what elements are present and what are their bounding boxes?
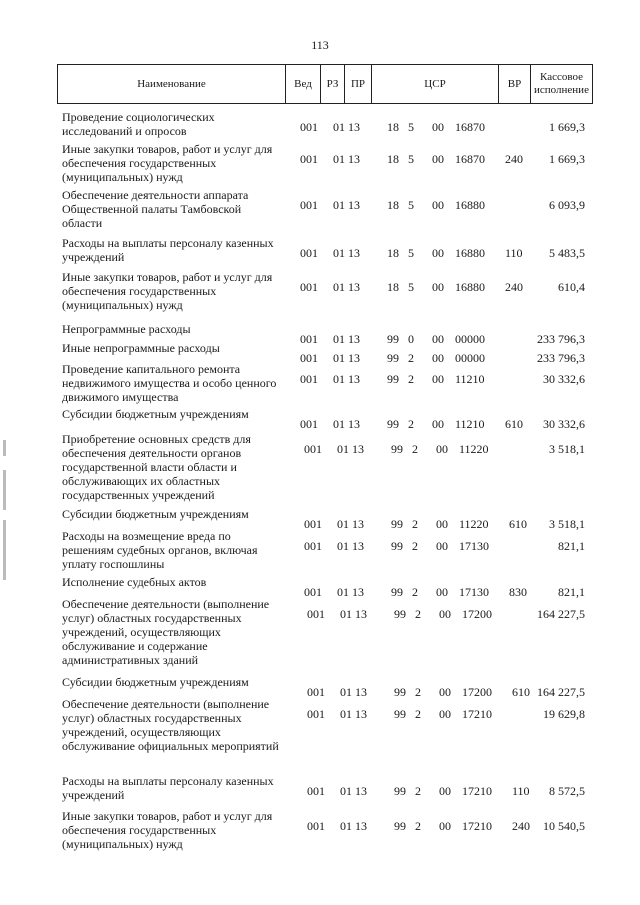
row-rzpr: 01 13 (337, 539, 364, 553)
row-vr: 110 (512, 784, 530, 798)
row-csr-main: 00 (436, 442, 448, 456)
row-csr-main: 00 (432, 417, 444, 431)
row-csr-direction: 17130 (459, 585, 489, 599)
row-rzpr: 01 13 (333, 198, 360, 212)
row-amount: 1 669,3 (549, 152, 585, 166)
row-csr-program: 99 (387, 332, 399, 346)
row-amount: 164 227,5 (537, 685, 585, 699)
row-name: Проведение капитального ремонта недвижимого имущества и особо ценного движимого имущества (62, 362, 277, 404)
row-rzpr: 01 13 (333, 351, 360, 365)
scan-edge-mark (3, 470, 6, 510)
row-name: Проведение социологических исследований и опросов (62, 110, 215, 138)
row-csr-program: 18 (387, 152, 399, 166)
row-rzpr: 01 13 (337, 585, 364, 599)
row-csr-program: 99 (394, 685, 406, 699)
row-rzpr: 01 13 (337, 517, 364, 531)
row-csr-subprogram: 2 (415, 707, 421, 721)
row-csr-direction: 16880 (455, 198, 485, 212)
row-rzpr: 01 13 (337, 442, 364, 456)
row-ved: 001 (307, 685, 325, 699)
row-name: Субсидии бюджетным учреждениям (62, 507, 249, 521)
row-ved: 001 (304, 539, 322, 553)
row-csr-subprogram: 2 (412, 517, 418, 531)
row-vr: 610 (505, 417, 523, 431)
row-name: Исполнение судебных актов (62, 575, 207, 589)
row-csr-main: 00 (432, 280, 444, 294)
row-rzpr: 01 13 (340, 784, 367, 798)
row-name: Иные закупки товаров, работ и услуг для обеспечения государственных (муниципальных) нужд (62, 270, 273, 312)
row-rzpr: 01 13 (333, 372, 360, 386)
row-csr-direction: 17130 (459, 539, 489, 553)
row-amount: 8 572,5 (549, 784, 585, 798)
header-ved: Вед (286, 65, 321, 103)
row-csr-main: 00 (439, 819, 451, 833)
row-csr-main: 00 (432, 332, 444, 346)
row-csr-subprogram: 2 (412, 539, 418, 553)
row-name: Иные закупки товаров, работ и услуг для обеспечения государственных (муниципальных) нужд (62, 142, 273, 184)
row-csr-direction: 11220 (459, 442, 489, 456)
row-vr: 830 (509, 585, 527, 599)
scan-edge-mark (3, 440, 6, 456)
row-ved: 001 (300, 280, 318, 294)
row-amount: 30 332,6 (543, 372, 585, 386)
row-ved: 001 (300, 120, 318, 134)
row-csr-subprogram: 2 (415, 784, 421, 798)
row-csr-main: 00 (432, 152, 444, 166)
row-csr-subprogram: 2 (412, 442, 418, 456)
row-rzpr: 01 13 (333, 152, 360, 166)
row-ved: 001 (307, 819, 325, 833)
row-amount: 821,1 (558, 539, 585, 553)
row-csr-program: 99 (391, 539, 403, 553)
row-csr-program: 99 (391, 585, 403, 599)
row-csr-main: 00 (439, 707, 451, 721)
row-csr-direction: 17210 (462, 707, 492, 721)
row-csr-direction: 17210 (462, 819, 492, 833)
row-csr-main: 00 (432, 372, 444, 386)
row-name: Расходы на выплаты персоналу казенных учреждений (62, 236, 274, 264)
page-number: 113 (311, 38, 329, 52)
row-amount: 233 796,3 (537, 351, 585, 365)
row-csr-main: 00 (439, 607, 451, 621)
row-csr-main: 00 (432, 198, 444, 212)
row-csr-main: 00 (436, 539, 448, 553)
row-name: Иные непрограммные расходы (62, 341, 220, 355)
row-ved: 001 (300, 152, 318, 166)
header-pr: ПР (345, 65, 372, 103)
row-csr-direction: 11210 (455, 372, 485, 386)
row-vr: 240 (512, 819, 530, 833)
row-rzpr: 01 13 (340, 685, 367, 699)
row-csr-main: 00 (436, 517, 448, 531)
row-amount: 610,4 (558, 280, 585, 294)
row-csr-subprogram: 2 (415, 819, 421, 833)
row-csr-main: 00 (439, 685, 451, 699)
row-amount: 6 093,9 (549, 198, 585, 212)
row-csr-subprogram: 2 (415, 607, 421, 621)
row-csr-program: 18 (387, 246, 399, 260)
row-ved: 001 (300, 198, 318, 212)
row-name: Иные закупки товаров, работ и услуг для обеспечения государственных (муниципальных) нужд (62, 809, 273, 851)
row-csr-direction: 16880 (455, 280, 485, 294)
row-csr-main: 00 (436, 585, 448, 599)
row-csr-subprogram: 5 (408, 246, 414, 260)
row-name: Приобретение основных средств для обеспечения деятельности органов государственной власти области и обслуживающих их областных государственных учреждений (62, 432, 251, 502)
row-csr-program: 99 (391, 517, 403, 531)
row-csr-direction: 00000 (455, 332, 485, 346)
row-vr: 240 (505, 152, 523, 166)
row-rzpr: 01 13 (333, 246, 360, 260)
row-rzpr: 01 13 (340, 819, 367, 833)
row-rzpr: 01 13 (340, 607, 367, 621)
row-vr: 240 (505, 280, 523, 294)
row-ved: 001 (300, 372, 318, 386)
row-csr-subprogram: 2 (408, 372, 414, 386)
row-ved: 001 (300, 332, 318, 346)
row-csr-direction: 11210 (455, 417, 485, 431)
row-amount: 5 483,5 (549, 246, 585, 260)
row-amount: 3 518,1 (549, 442, 585, 456)
row-name: Непрограммные расходы (62, 322, 191, 336)
row-csr-direction: 16870 (455, 152, 485, 166)
row-name: Субсидии бюджетным учреждениям (62, 407, 249, 421)
row-csr-direction: 17210 (462, 784, 492, 798)
row-csr-program: 99 (391, 442, 403, 456)
row-ved: 001 (307, 607, 325, 621)
row-csr-program: 99 (387, 351, 399, 365)
row-csr-direction: 11220 (459, 517, 489, 531)
row-name: Субсидии бюджетным учреждениям (62, 675, 249, 689)
header-csr: ЦСР (372, 65, 499, 103)
row-rzpr: 01 13 (333, 332, 360, 346)
row-ved: 001 (300, 351, 318, 365)
row-vr: 110 (505, 246, 523, 260)
row-csr-program: 99 (387, 372, 399, 386)
header-name: Наименование (58, 65, 286, 103)
row-ved: 001 (300, 246, 318, 260)
row-csr-subprogram: 2 (408, 417, 414, 431)
row-name: Обеспечение деятельности аппарата Общественной палаты Тамбовской области (62, 188, 249, 230)
header-rz: РЗ (321, 65, 345, 103)
row-csr-direction: 16870 (455, 120, 485, 134)
row-name: Расходы на возмещение вреда по решениям судебных органов, включая уплату госпошлины (62, 529, 258, 571)
row-csr-subprogram: 2 (408, 351, 414, 365)
row-csr-subprogram: 0 (408, 332, 414, 346)
row-name: Обеспечение деятельности (выполнение услуг) областных государственных учреждений, осуществляющих обслуживание и содержание административных зданий (62, 597, 270, 667)
row-amount: 821,1 (558, 585, 585, 599)
row-csr-subprogram: 5 (408, 120, 414, 134)
row-csr-direction: 17200 (462, 607, 492, 621)
header-amount: Кассовое исполнение (534, 71, 589, 96)
row-amount: 164 227,5 (537, 607, 585, 621)
row-amount: 19 629,8 (543, 707, 585, 721)
row-csr-subprogram: 5 (408, 152, 414, 166)
row-ved: 001 (307, 784, 325, 798)
row-rzpr: 01 13 (333, 280, 360, 294)
row-ved: 001 (304, 517, 322, 531)
row-amount: 10 540,5 (543, 819, 585, 833)
row-ved: 001 (304, 585, 322, 599)
row-csr-program: 18 (387, 198, 399, 212)
row-amount: 1 669,3 (549, 120, 585, 134)
row-csr-subprogram: 5 (408, 198, 414, 212)
row-csr-program: 99 (387, 417, 399, 431)
row-csr-program: 99 (394, 784, 406, 798)
row-vr: 610 (509, 517, 527, 531)
row-csr-subprogram: 2 (415, 685, 421, 699)
row-ved: 001 (304, 442, 322, 456)
row-amount: 233 796,3 (537, 332, 585, 346)
row-csr-direction: 17200 (462, 685, 492, 699)
row-rzpr: 01 13 (333, 120, 360, 134)
row-csr-main: 00 (432, 351, 444, 365)
row-csr-program: 18 (387, 280, 399, 294)
row-ved: 001 (300, 417, 318, 431)
row-amount: 30 332,6 (543, 417, 585, 431)
row-csr-program: 18 (387, 120, 399, 134)
row-name: Расходы на выплаты персоналу казенных учреждений (62, 774, 274, 802)
row-name: Обеспечение деятельности (выполнение услуг) областных государственных учреждений, осуществляющих обслуживание официальных мероприятий (62, 697, 279, 753)
row-csr-direction: 16880 (455, 246, 485, 260)
row-csr-main: 00 (439, 784, 451, 798)
row-csr-program: 99 (394, 707, 406, 721)
row-rzpr: 01 13 (340, 707, 367, 721)
row-csr-subprogram: 5 (408, 280, 414, 294)
row-csr-subprogram: 2 (412, 585, 418, 599)
row-csr-program: 99 (394, 607, 406, 621)
row-amount: 3 518,1 (549, 517, 585, 531)
row-csr-main: 00 (432, 120, 444, 134)
header-vr: ВР (499, 65, 531, 103)
row-ved: 001 (307, 707, 325, 721)
row-csr-main: 00 (432, 246, 444, 260)
row-vr: 610 (512, 685, 530, 699)
row-csr-program: 99 (394, 819, 406, 833)
row-rzpr: 01 13 (333, 417, 360, 431)
scan-edge-mark (3, 520, 6, 580)
row-csr-direction: 00000 (455, 351, 485, 365)
